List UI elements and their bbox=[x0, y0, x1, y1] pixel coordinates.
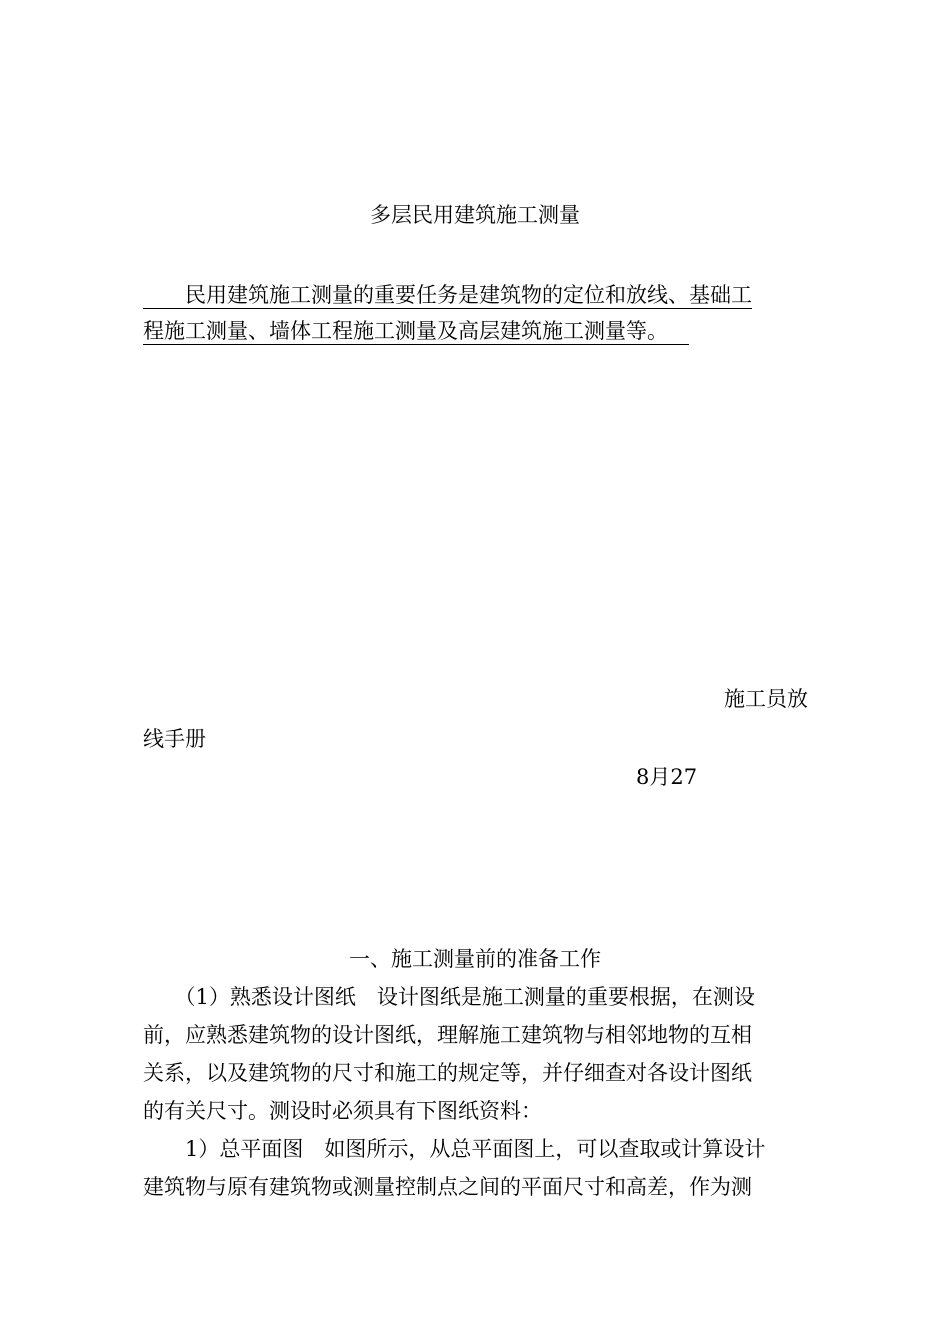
body-line-4: 的有关尺寸。测设时必须具有下图纸资料： bbox=[143, 1099, 542, 1123]
manual-title-line-1: 施工员放 bbox=[724, 687, 808, 711]
document-date: 8月27 bbox=[636, 765, 698, 789]
body-line-1: （1）熟悉设计图纸 设计图纸是施工测量的重要根据，在测设 bbox=[143, 985, 755, 1009]
intro-line-1: 民用建筑施工测量的重要任务是建筑物的定位和放线、基础工 bbox=[143, 283, 752, 307]
intro-underline-tail bbox=[668, 319, 689, 343]
body-line-6: 建筑物与原有建筑物或测量控制点之间的平面尺寸和高差，作为测 bbox=[143, 1175, 752, 1199]
document-title: 多层民用建筑施工测量 bbox=[370, 203, 580, 227]
intro-line-2-text: 程施工测量、墙体工程施工测量及高层建筑施工测量等。 bbox=[143, 319, 668, 343]
body-line-2: 前，应熟悉建筑物的设计图纸，理解施工建筑物与相邻地物的互相 bbox=[143, 1023, 752, 1047]
section-heading: 一、施工测量前的准备工作 bbox=[349, 947, 601, 971]
intro-line-2 bbox=[143, 316, 808, 346]
body-line-5: 1）总平面图 如图所示，从总平面图上，可以查取或计算设计 bbox=[143, 1137, 766, 1161]
manual-title-line-2: 线手册 bbox=[143, 727, 206, 751]
body-line-3: 关系，以及建筑物的尺寸和施工的规定等，并仔细查对各设计图纸 bbox=[143, 1061, 752, 1085]
